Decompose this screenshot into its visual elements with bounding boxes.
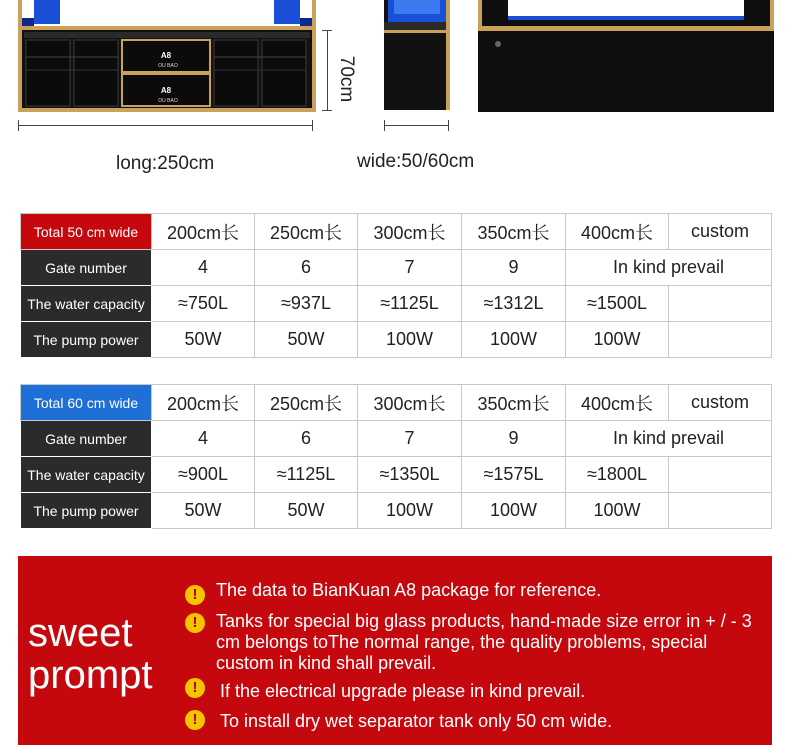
cabinet-side-image <box>384 0 450 110</box>
warning-icon: ! <box>185 710 205 730</box>
row-label: Gate number <box>21 421 152 457</box>
height-dim-tick <box>322 110 332 111</box>
column-header: 200cm长 <box>152 385 255 421</box>
prompt-title-line1: sweet <box>28 611 133 655</box>
table-cell: ≈1312L <box>462 286 566 322</box>
spec-table-50cm <box>20 213 772 358</box>
table-cell: 50W <box>152 493 255 529</box>
warning-icon: ! <box>185 613 205 633</box>
wide-dim-tick <box>448 120 449 131</box>
table-row <box>21 286 772 322</box>
column-header: 300cm长 <box>358 385 462 421</box>
height-label: 70cm <box>336 55 357 103</box>
table-cell: 9 <box>462 250 566 286</box>
table-cell: 9 <box>462 421 566 457</box>
table-cell <box>669 457 772 493</box>
row-label: Gate number <box>21 250 152 286</box>
table-cell: ≈1500L <box>566 286 669 322</box>
column-header: 250cm长 <box>255 385 358 421</box>
column-header: 400cm长 <box>566 385 669 421</box>
table-cell: 6 <box>255 421 358 457</box>
table-cell: ≈1350L <box>358 457 462 493</box>
table-cell: ≈900L <box>152 457 255 493</box>
table-cell: 4 <box>152 250 255 286</box>
svg-text:A8: A8 <box>160 86 172 95</box>
height-dim-line <box>327 30 328 110</box>
table-cell: 7 <box>358 421 462 457</box>
brand-badge: OU BAO <box>158 63 178 69</box>
table-cell: 100W <box>358 493 462 529</box>
prompt-title <box>28 612 153 696</box>
cabinet-back-image <box>478 0 774 112</box>
table-cell: ≈1125L <box>255 457 358 493</box>
table-cell <box>669 493 772 529</box>
column-header: 350cm长 <box>462 385 566 421</box>
table-corner-label: Total 60 cm wide <box>21 385 152 421</box>
column-header: 300cm长 <box>358 214 462 250</box>
table-cell: 100W <box>566 322 669 358</box>
column-header: custom <box>669 214 772 250</box>
column-header: custom <box>669 385 772 421</box>
table-header-row <box>21 385 772 421</box>
prompt-note: If the electrical upgrade please in kind prevail. <box>220 681 586 701</box>
row-label: The water capacity <box>21 286 152 322</box>
row-label: The water capacity <box>21 457 152 493</box>
prompt-note: The data to BianKuan A8 package for reference. <box>216 580 602 600</box>
sweet-prompt-box <box>18 556 772 745</box>
table-row <box>21 457 772 493</box>
column-header: 350cm长 <box>462 214 566 250</box>
table-cell: 4 <box>152 421 255 457</box>
table-row <box>21 421 772 457</box>
table-cell: ≈1575L <box>462 457 566 493</box>
wide-dim-line <box>384 125 448 126</box>
column-header: 400cm长 <box>566 214 669 250</box>
table-cell <box>669 286 772 322</box>
svg-text:A8: A8 <box>160 51 172 60</box>
row-label: The pump power <box>21 493 152 529</box>
column-header: 200cm长 <box>152 214 255 250</box>
wide-label: wide:50/60cm <box>357 151 475 172</box>
table-row <box>21 493 772 529</box>
table-cell-merged: In kind prevail <box>566 421 772 457</box>
table-cell: 7 <box>358 250 462 286</box>
table-cell: ≈1125L <box>358 286 462 322</box>
table-header-row <box>21 214 772 250</box>
table-cell: 100W <box>358 322 462 358</box>
cabinet-front-image <box>18 0 316 112</box>
table-cell-merged: In kind prevail <box>566 250 772 286</box>
long-dim-line <box>18 125 312 126</box>
table-row <box>21 322 772 358</box>
table-cell: 100W <box>462 322 566 358</box>
prompt-note: To install dry wet separator tank only 50 cm wide. <box>220 711 613 731</box>
row-label: The pump power <box>21 322 152 358</box>
brand-badge: OU BAO <box>158 98 178 104</box>
table-cell: 6 <box>255 250 358 286</box>
table-cell: ≈937L <box>255 286 358 322</box>
long-dim-tick <box>312 120 313 131</box>
table-cell: ≈1800L <box>566 457 669 493</box>
warning-icon: ! <box>185 678 205 698</box>
table-cell: 50W <box>255 493 358 529</box>
prompt-title-line2: prompt <box>28 653 153 697</box>
table-cell: 100W <box>566 493 669 529</box>
table-cell: ≈750L <box>152 286 255 322</box>
long-label: long:250cm <box>116 153 215 174</box>
table-cell: 100W <box>462 493 566 529</box>
table-row <box>21 250 772 286</box>
table-cell <box>669 322 772 358</box>
prompt-note: Tanks for special big glass products, hand-made size error in + / - 3 cm belongs toThe normal range, the quality problems, special custom in kind shall prevail. <box>216 611 752 673</box>
spec-table-60cm <box>20 384 772 529</box>
table-cell: 50W <box>152 322 255 358</box>
table-cell: 50W <box>255 322 358 358</box>
column-header: 250cm长 <box>255 214 358 250</box>
table-corner-label: Total 50 cm wide <box>21 214 152 250</box>
warning-icon: ! <box>185 585 205 605</box>
